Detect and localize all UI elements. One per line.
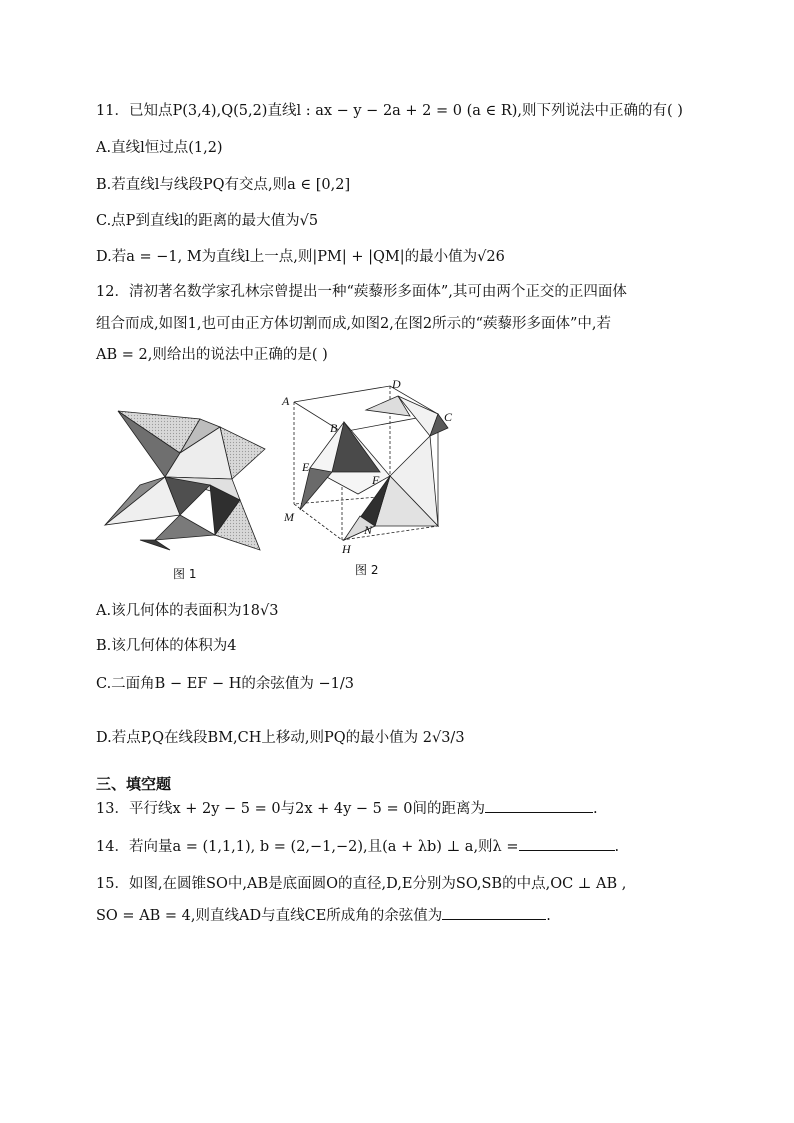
fig2-label-c: C — [444, 410, 453, 424]
q11-option-a: A.直线l恒过点(1,2) — [96, 140, 223, 156]
q12-stem-line1: 12．清初著名数学家孔林宗曾提出一种“蒺藜形多面体”,其可由两个正交的正四面体 — [96, 284, 627, 300]
q14-text: 14．若向量a = (1,1,1), b = (2,−1,−2),且(a + λb) ⊥ a,则λ = — [96, 839, 519, 855]
q15-end: . — [546, 908, 551, 924]
q12-stem-line2: 组合而成,如图1,也可由正方体切割而成,如图2,在图2所示的“蒺藜形多面体”中,若 — [96, 316, 612, 332]
q13-end: . — [592, 801, 598, 817]
q12-option-b: B.该几何体的体积为4 — [96, 638, 237, 654]
fig2-label-e: E — [302, 460, 310, 474]
figure-2-cube-polyhedron — [280, 376, 460, 556]
fig2-label-b: B — [330, 421, 338, 435]
q15-line2 — [96, 905, 551, 926]
q11-option-b: B.若直线l与线段PQ有交点,则a ∈ [0,2] — [96, 177, 351, 193]
q13-line — [96, 798, 598, 819]
q13-answer-blank[interactable] — [485, 798, 593, 813]
q15-text: SO = AB = 4,则直线AD与直线CE所成角的余弦值为 — [96, 908, 443, 924]
q12-option-a: A.该几何体的表面积为18√3 — [96, 603, 279, 619]
fig2-label-a: A — [282, 394, 290, 408]
q15-answer-blank[interactable] — [442, 905, 546, 920]
fig2-label-n: N — [364, 523, 373, 537]
q11-option-c: C.点P到直线l的距离的最大值为√5 — [96, 213, 319, 229]
figure-1-polyhedron — [100, 405, 270, 555]
q15-line1: 15．如图,在圆锥SO中,AB是底面圆O的直径,D,E分别为SO,SB的中点,OC ⊥ AB , — [96, 876, 627, 892]
fig2-label-f: F — [372, 473, 380, 487]
q14-answer-blank[interactable] — [519, 836, 615, 851]
q12-option-d: D.若点P,Q在线段BM,CH上移动,则PQ的最小值为 2√3/3 — [96, 730, 465, 746]
q14-end: . — [614, 839, 620, 855]
section-3-heading: 三、填空题 — [96, 775, 172, 793]
figure-1-caption: 图 1 — [173, 567, 197, 581]
fig2-label-m: M — [284, 510, 294, 524]
figure-2-caption: 图 2 — [355, 563, 379, 577]
q12-stem-line3: AB = 2,则给出的说法中正确的是( ) — [96, 347, 328, 363]
fig2-label-h: H — [342, 542, 351, 556]
q12-option-c: C.二面角B − EF − H的余弦值为 −1/3 — [96, 676, 354, 692]
fig2-label-d: D — [392, 377, 401, 391]
q14-line — [96, 836, 619, 857]
q11-stem: 11．已知点P(3,4),Q(5,2)直线l : ax − y − 2a + 2 = 0 (a ∈ R),则下列说法中正确的有( ) — [96, 103, 683, 119]
q11-option-d: D.若a = −1, M为直线l上一点,则|PM| + |QM|的最小值为√26 — [96, 249, 505, 265]
q13-text: 13．平行线x + 2y − 5 = 0与2x + 4y − 5 = 0间的距离为 — [96, 801, 485, 817]
